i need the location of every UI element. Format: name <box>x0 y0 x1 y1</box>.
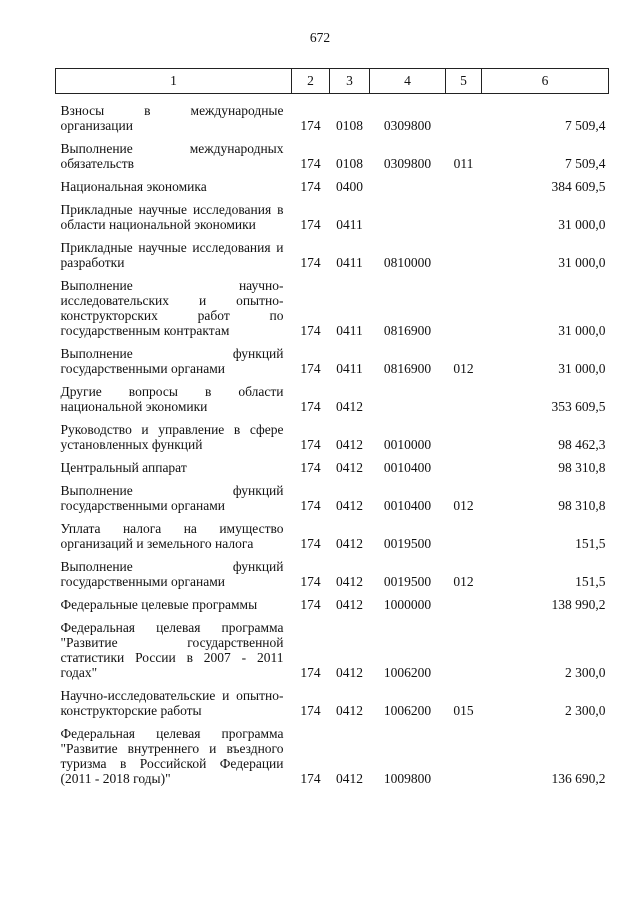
row-code-section-cell: 0412 <box>336 597 363 612</box>
column-header: 1 <box>56 69 292 94</box>
page-number: 672 <box>309 30 331 45</box>
table-row <box>56 94 609 134</box>
table-row <box>56 452 609 475</box>
row-code-section-cell: 0412 <box>336 703 363 718</box>
row-amount-cell: 31 000,0 <box>558 217 606 232</box>
row-name-cell: Национальная экономика <box>60 179 207 194</box>
row-code-type-cell: 011 <box>453 156 474 171</box>
column-header: 5 <box>446 69 482 94</box>
row-amount-cell: 98 310,8 <box>558 460 606 475</box>
row-code-target-cell: 1006200 <box>383 665 432 680</box>
row-amount-cell: 7 509,4 <box>565 118 606 133</box>
row-amount-cell: 2 300,0 <box>565 665 606 680</box>
row-code-ministry-cell: 174 <box>300 536 321 551</box>
table-row <box>56 376 609 414</box>
row-code-type-cell <box>446 194 482 232</box>
row-amount-cell: 31 000,0 <box>558 361 606 376</box>
row-amount-cell: 136 690,2 <box>551 771 606 786</box>
table-row <box>56 338 609 376</box>
row-code-ministry-cell: 174 <box>300 156 321 171</box>
table-row <box>56 133 609 171</box>
row-name-cell: Научно-исследовательские и опытно-конструкторские работы <box>60 688 284 718</box>
row-code-type-cell <box>446 718 482 786</box>
row-amount-cell: 98 462,3 <box>558 437 606 452</box>
row-code-type-cell <box>446 270 482 338</box>
row-code-ministry-cell: 174 <box>300 323 321 338</box>
row-code-target-cell <box>370 171 446 194</box>
row-code-type-cell <box>446 376 482 414</box>
row-code-target-cell: 0810000 <box>383 255 432 270</box>
row-code-ministry-cell: 174 <box>300 217 321 232</box>
row-code-target-cell: 0816900 <box>383 323 432 338</box>
row-name-cell: Руководство и управление в сфере установленных функций <box>60 422 284 452</box>
row-code-section-cell: 0412 <box>336 574 363 589</box>
row-code-section-cell: 0412 <box>336 437 363 452</box>
row-code-target-cell <box>370 376 446 414</box>
table-row <box>56 551 609 589</box>
row-code-section-cell: 0412 <box>336 498 363 513</box>
row-code-ministry-cell: 174 <box>300 771 321 786</box>
row-code-type-cell: 012 <box>453 574 474 589</box>
table-row <box>56 475 609 513</box>
row-code-section-cell: 0412 <box>336 399 363 414</box>
row-name-cell: Центральный аппарат <box>60 460 187 475</box>
row-code-section-cell: 0412 <box>336 665 363 680</box>
row-code-ministry-cell: 174 <box>300 574 321 589</box>
table-row <box>56 270 609 338</box>
row-code-ministry-cell: 174 <box>300 665 321 680</box>
column-header: 2 <box>292 69 330 94</box>
row-code-type-cell: 012 <box>453 361 474 376</box>
table-row <box>56 612 609 680</box>
budget-table <box>55 68 609 786</box>
row-amount-cell: 151,5 <box>575 574 606 589</box>
row-code-ministry-cell: 174 <box>300 437 321 452</box>
row-code-type-cell: 012 <box>453 498 474 513</box>
row-code-type-cell <box>446 612 482 680</box>
row-code-target-cell <box>370 194 446 232</box>
row-name-cell: Выполнение научно-исследовательских и опытно-конструкторских работ по государственным контрактам <box>60 278 284 338</box>
row-code-target-cell: 0816900 <box>383 361 432 376</box>
row-code-ministry-cell: 174 <box>300 597 321 612</box>
row-name-cell: Выполнение функций государственными органами <box>60 559 284 589</box>
row-code-type-cell <box>446 232 482 270</box>
row-code-type-cell <box>446 171 482 194</box>
row-name-cell: Прикладные научные исследования в области национальной экономики <box>60 202 284 232</box>
row-code-section-cell: 0411 <box>336 323 363 338</box>
row-code-type-cell <box>446 513 482 551</box>
row-code-type-cell <box>446 414 482 452</box>
row-name-cell: Федеральная целевая программа "Развитие внутреннего и въездного туризма в Российской Федерации (2011 - 2018 годы)" <box>60 726 284 786</box>
row-code-target-cell: 1006200 <box>383 703 432 718</box>
row-name-cell: Взносы в международные организации <box>60 103 284 133</box>
row-amount-cell: 151,5 <box>575 536 606 551</box>
row-code-section-cell: 0411 <box>336 361 363 376</box>
row-code-ministry-cell: 174 <box>300 179 321 194</box>
row-name-cell: Выполнение международных обязательств <box>60 141 284 171</box>
row-amount-cell: 138 990,2 <box>551 597 606 612</box>
row-code-section-cell: 0108 <box>336 118 363 133</box>
row-name-cell: Выполнение функций государственными органами <box>60 346 284 376</box>
row-code-section-cell: 0108 <box>336 156 363 171</box>
row-code-target-cell: 0309800 <box>383 118 432 133</box>
table-row <box>56 718 609 786</box>
row-name-cell: Федеральная целевая программа "Развитие государственной статистики России в 2007 - 2011 годах" <box>60 620 284 680</box>
row-amount-cell: 384 609,5 <box>551 179 606 194</box>
column-header: 6 <box>482 69 609 94</box>
row-code-ministry-cell: 174 <box>300 255 321 270</box>
row-code-target-cell: 0010400 <box>383 460 432 475</box>
header-row <box>56 69 609 94</box>
row-name-cell: Другие вопросы в области национальной экономики <box>60 384 284 414</box>
row-code-ministry-cell: 174 <box>300 399 321 414</box>
row-name-cell: Прикладные научные исследования и разработки <box>60 240 284 270</box>
row-amount-cell: 2 300,0 <box>565 703 606 718</box>
table-row <box>56 194 609 232</box>
row-amount-cell: 31 000,0 <box>558 255 606 270</box>
row-amount-cell: 353 609,5 <box>551 399 606 414</box>
row-code-type-cell <box>446 94 482 134</box>
table-row <box>56 513 609 551</box>
row-amount-cell: 98 310,8 <box>558 498 606 513</box>
row-code-section-cell: 0400 <box>336 179 363 194</box>
row-amount-cell: 31 000,0 <box>558 323 606 338</box>
row-code-ministry-cell: 174 <box>300 118 321 133</box>
row-code-ministry-cell: 174 <box>300 703 321 718</box>
row-code-type-cell <box>446 589 482 612</box>
row-code-target-cell: 0010000 <box>383 437 432 452</box>
row-code-section-cell: 0412 <box>336 536 363 551</box>
row-code-target-cell: 1009800 <box>383 771 432 786</box>
table-row <box>56 232 609 270</box>
row-code-target-cell: 0019500 <box>383 536 432 551</box>
row-code-section-cell: 0412 <box>336 460 363 475</box>
row-code-section-cell: 0412 <box>336 771 363 786</box>
row-code-section-cell: 0411 <box>336 217 363 232</box>
row-code-type-cell <box>446 452 482 475</box>
column-header: 4 <box>370 69 446 94</box>
row-code-ministry-cell: 174 <box>300 460 321 475</box>
row-code-target-cell: 0019500 <box>383 574 432 589</box>
row-code-ministry-cell: 174 <box>300 498 321 513</box>
row-name-cell: Выполнение функций государственными органами <box>60 483 284 513</box>
row-code-target-cell: 0309800 <box>383 156 432 171</box>
row-code-target-cell: 0010400 <box>383 498 432 513</box>
table-row <box>56 171 609 194</box>
row-code-ministry-cell: 174 <box>300 361 321 376</box>
row-amount-cell: 7 509,4 <box>565 156 606 171</box>
row-code-target-cell: 1000000 <box>383 597 432 612</box>
row-code-type-cell: 015 <box>453 703 474 718</box>
row-name-cell: Федеральные целевые программы <box>60 597 258 612</box>
row-name-cell: Уплата налога на имущество организаций и земельного налога <box>60 521 284 551</box>
table-row <box>56 414 609 452</box>
column-header: 3 <box>330 69 370 94</box>
table-row <box>56 589 609 612</box>
row-code-section-cell: 0411 <box>336 255 363 270</box>
table-row <box>56 680 609 718</box>
